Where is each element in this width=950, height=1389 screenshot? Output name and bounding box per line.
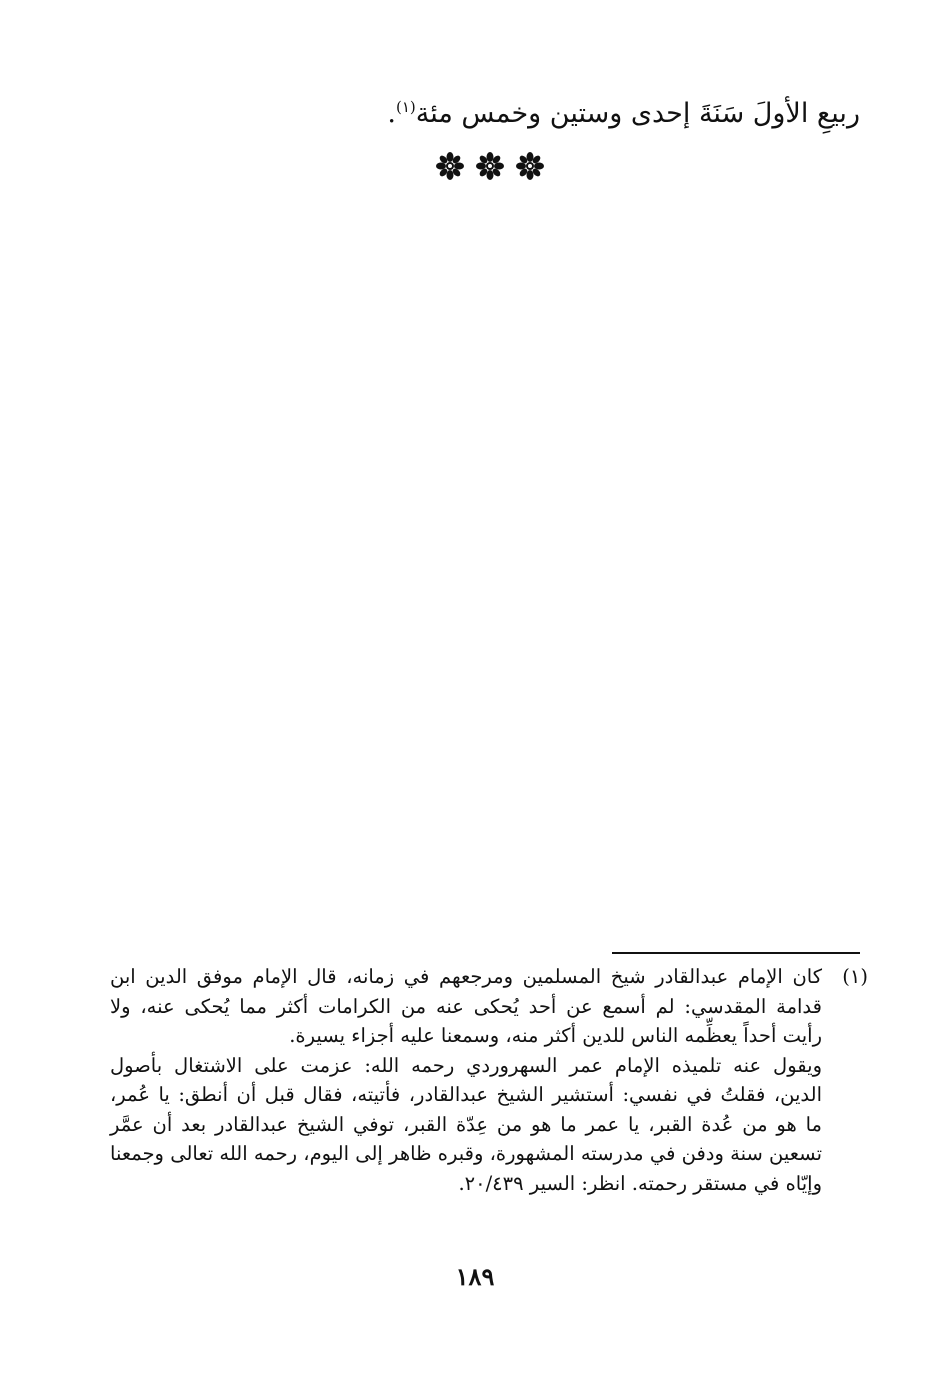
footnote-line: ما هو من عُدة القبر، يا عمر ما هو من عِدّة القبر، توفي الشيخ عبدالقادر بعد أن عمَّر — [110, 1112, 822, 1136]
footnote-row — [110, 962, 868, 1198]
footnote-reference: (١) — [395, 98, 416, 116]
footnote-separator-rule — [612, 952, 860, 954]
footnote-line: الدين، فقلتُ في نفسي: أستشير الشيخ عبدالقادر، فأتيته، فقال قبل أن أنطق: يا عُمر، — [110, 1083, 822, 1106]
footnote — [110, 962, 868, 1198]
floral-ornament-icon — [475, 151, 505, 181]
footnote-line: ويقول عنه تلميذه الإمام عمر السهروردي رحمه الله: عزمت على الاشتغال بأصول — [110, 1053, 822, 1077]
footnote-line: وإيّاه في مستقر رحمته. انظر: السير ٢٠/٤٣٩. — [458, 1171, 822, 1195]
footnote-body — [110, 962, 822, 1198]
main-text-end-punctuation: . — [387, 98, 396, 129]
page-number: ١٨٩ — [455, 1262, 495, 1291]
section-divider-ornaments — [430, 148, 550, 184]
footnote-line: كان الإمام عبدالقادر شيخ المسلمين ومرجعهم في زمانه، قال الإمام موفق الدين ابن — [110, 965, 822, 988]
main-text-line — [100, 92, 860, 136]
floral-ornament-icon — [515, 151, 545, 181]
floral-ornament-icon — [435, 151, 465, 181]
footnote-line: رأيت أحداً يعظِّمه الناس للدين أكثر منه، وسمعنا عليه أجزاء يسيرة. — [289, 1024, 822, 1047]
footnote-line: تسعين سنة ودفن في مدرسته المشهورة، وقبره ظاهر إلى اليوم، رحمه الله تعالى وجمعنا — [110, 1142, 822, 1165]
main-text: ربيعِ الأولَ سَنَةَ إحدى وستين وخمس مئة — [415, 98, 860, 129]
footnote-marker: (١) — [842, 965, 868, 988]
footnote-line: قدامة المقدسي: لم أسمع عن أحد يُحكى عنه من الكرامات أكثر مما يُحكى عنه، ولا — [110, 994, 822, 1018]
